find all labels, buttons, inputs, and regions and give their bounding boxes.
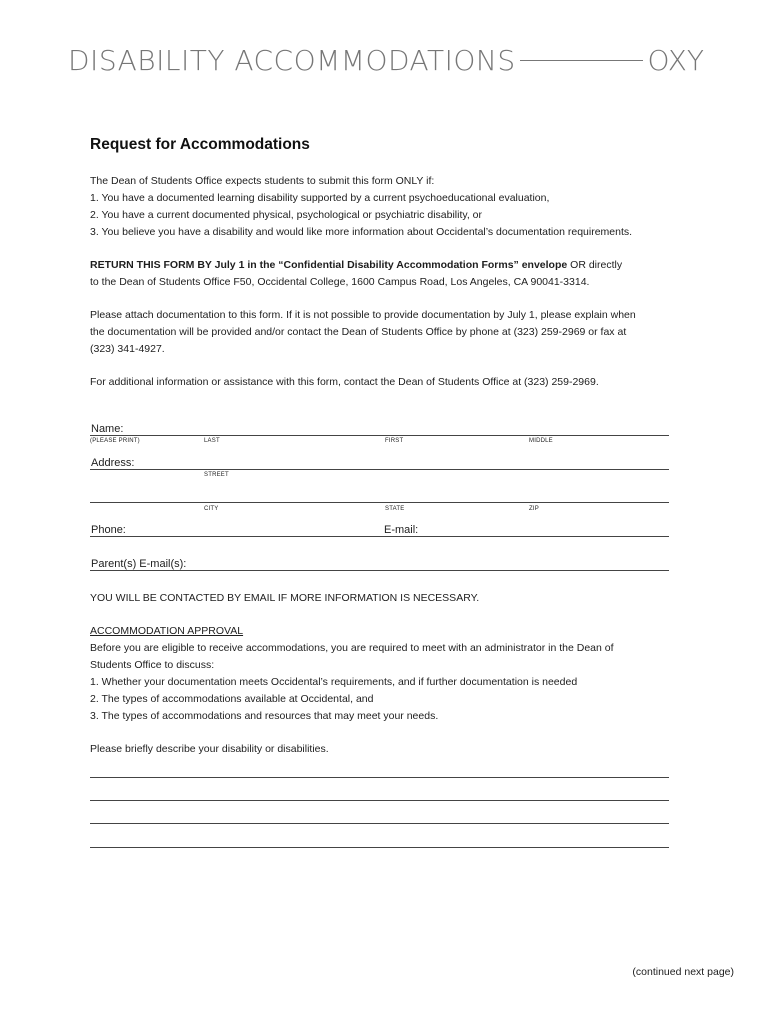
intro-item: 3. You believe you have a disability and would like more information about Occidental’s documentation requirements. xyxy=(90,226,633,238)
address-field[interactable] xyxy=(90,455,669,470)
describe-line[interactable] xyxy=(90,847,669,848)
parent-email-label: Parent(s) E-mail(s): xyxy=(91,558,187,570)
approval-line1: Before you are eligible to receive accommodations, you are required to meet with an administrator in the Dean of xyxy=(90,642,614,654)
intro-section xyxy=(90,173,680,241)
email-label: E-mail: xyxy=(384,524,419,536)
attach-line1: Please attach documentation to this form. If it is not possible to provide documentation by July 1, please explain when xyxy=(90,309,636,321)
name-label: Name: xyxy=(91,423,124,435)
name-field[interactable] xyxy=(90,421,669,436)
describe-prompt xyxy=(90,741,680,758)
name-sub-middle: MIDDLE xyxy=(529,438,553,444)
approval-item: 2. The types of accommodations available at Occidental, and xyxy=(90,693,374,705)
continued-note: (continued next page) xyxy=(632,966,734,978)
additional-info xyxy=(90,374,680,391)
approval-heading: ACCOMMODATION APPROVAL xyxy=(90,625,244,637)
describe-prompt-text: Please briefly describe your disability or disabilities. xyxy=(90,743,329,755)
parent-email-field[interactable] xyxy=(90,556,669,571)
approval-section xyxy=(90,623,680,725)
header-brand: OXY xyxy=(647,43,704,77)
address-sub-street: STREET xyxy=(204,472,229,478)
header-rule xyxy=(520,60,644,61)
address-sub-state: STATE xyxy=(385,506,405,512)
approval-item: 3. The types of accommodations and resources that may meet your needs. xyxy=(90,710,439,722)
approval-item: 1. Whether your documentation meets Occidental’s requirements, and if further documentation is needed xyxy=(90,676,578,688)
attach-line2: the documentation will be provided and/or contact the Dean of Students Office by phone at (323) 259-2969 or fax at xyxy=(90,326,627,338)
address-label: Address: xyxy=(91,457,135,469)
additional-text: For additional information or assistance with this form, contact the Dean of Students Office at (323) 259-2969. xyxy=(90,376,599,388)
return-rest: OR directly xyxy=(567,259,623,271)
address-sub-city: CITY xyxy=(204,506,219,512)
address-sub-zip: ZIP xyxy=(529,506,539,512)
describe-line[interactable] xyxy=(90,777,669,778)
name-sub-first: FIRST xyxy=(385,438,404,444)
name-sub-last: LAST xyxy=(204,438,220,444)
form-title: Request for Accommodations xyxy=(90,136,310,153)
phone-email-field[interactable] xyxy=(90,522,669,537)
return-line2: to the Dean of Students Office F50, Occidental College, 1600 Campus Road, Los Angeles, CA 90041-3314. xyxy=(90,276,590,288)
page-header xyxy=(68,40,704,80)
attach-section xyxy=(90,307,680,358)
describe-line[interactable] xyxy=(90,800,669,801)
intro-lead: The Dean of Students Office expects students to submit this form ONLY if: xyxy=(90,175,435,187)
address-line2-field[interactable] xyxy=(90,488,669,503)
return-bold: RETURN THIS FORM BY July 1 in the “Confidential Disability Accommodation Forms” envelope xyxy=(90,259,568,271)
describe-line[interactable] xyxy=(90,823,669,824)
contact-notice-text: YOU WILL BE CONTACTED BY EMAIL IF MORE INFORMATION IS NECESSARY. xyxy=(90,592,480,604)
attach-line3: (323) 341-4927. xyxy=(90,343,165,355)
intro-item: 1. You have a documented learning disability supported by a current psychoeducational evaluation, xyxy=(90,192,550,204)
intro-item: 2. You have a current documented physical, psychological or psychiatric disability, or xyxy=(90,209,483,221)
return-section xyxy=(90,257,680,291)
header-title: DISABILITY ACCOMMODATIONS xyxy=(68,43,516,77)
contact-notice xyxy=(90,590,680,607)
approval-line2: Students Office to discuss: xyxy=(90,659,215,671)
name-sub-print: (PLEASE PRINT) xyxy=(90,438,140,444)
phone-label: Phone: xyxy=(91,524,126,536)
